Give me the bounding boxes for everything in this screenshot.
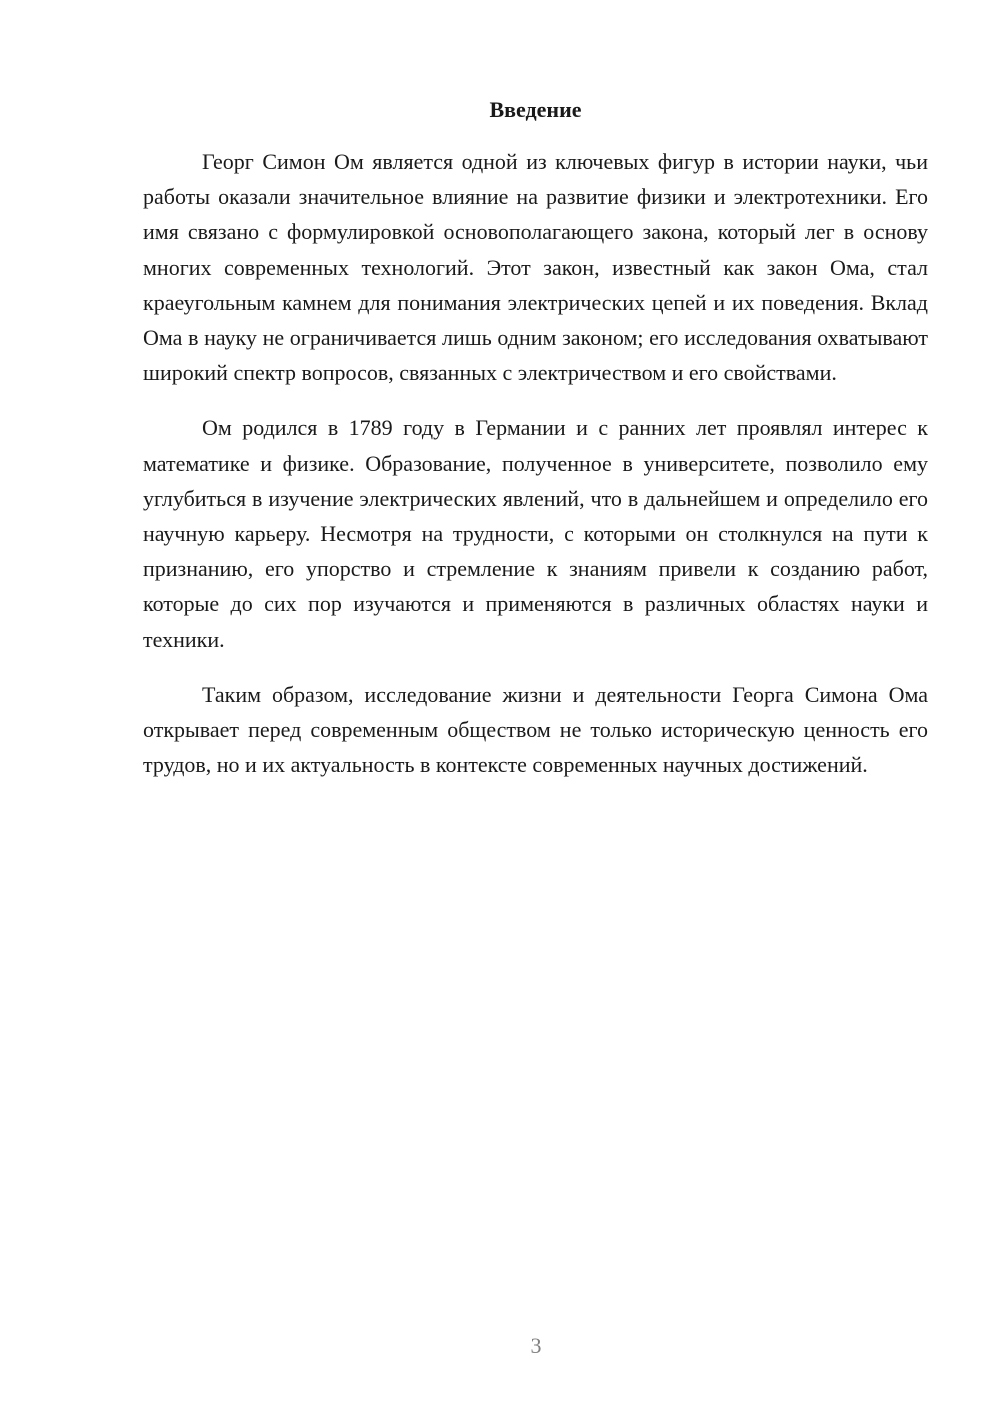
paragraph-biography: Ом родился в 1789 году в Германии и с ранних лет проявлял интерес к математике и физике. Образование, полученное в университете, позволило ему углубиться в изучение электрических явлений, что в дальнейшем и определило его научную карьеру. Несмотря на трудности, с которыми он столкнулся на пути к признанию, его упорство и стремление к знаниям привели к созданию работ, которые до сих пор изучаются и применяются в различных областях науки и техники. bbox=[143, 415, 928, 652]
paragraph-intro: Георг Симон Ом является одной из ключевых фигур в истории науки, чьи работы оказали значительное влияние на развитие физики и электротехники. Его имя связано с формулировкой основополагающего закона, который лег в основу многих современных технологий. Этот закон, известный как закон Ома, стал краеугольным камнем для понимания электрических цепей и их поведения. Вклад Ома в науку не ограничивается лишь одним законом; его исследования охватывают широкий спектр вопросов, связанных с электричеством и его свойствами. bbox=[143, 149, 928, 386]
paragraph-conclusion: Таким образом, исследование жизни и деятельности Георга Симона Ома открывает перед современным обществом не только историческую ценность его трудов, но и их актуальность в контексте современных научных достижений. bbox=[143, 681, 928, 778]
section-title: Введение bbox=[489, 97, 582, 122]
page-content bbox=[143, 92, 928, 802]
page-number: 3 bbox=[530, 1333, 542, 1358]
